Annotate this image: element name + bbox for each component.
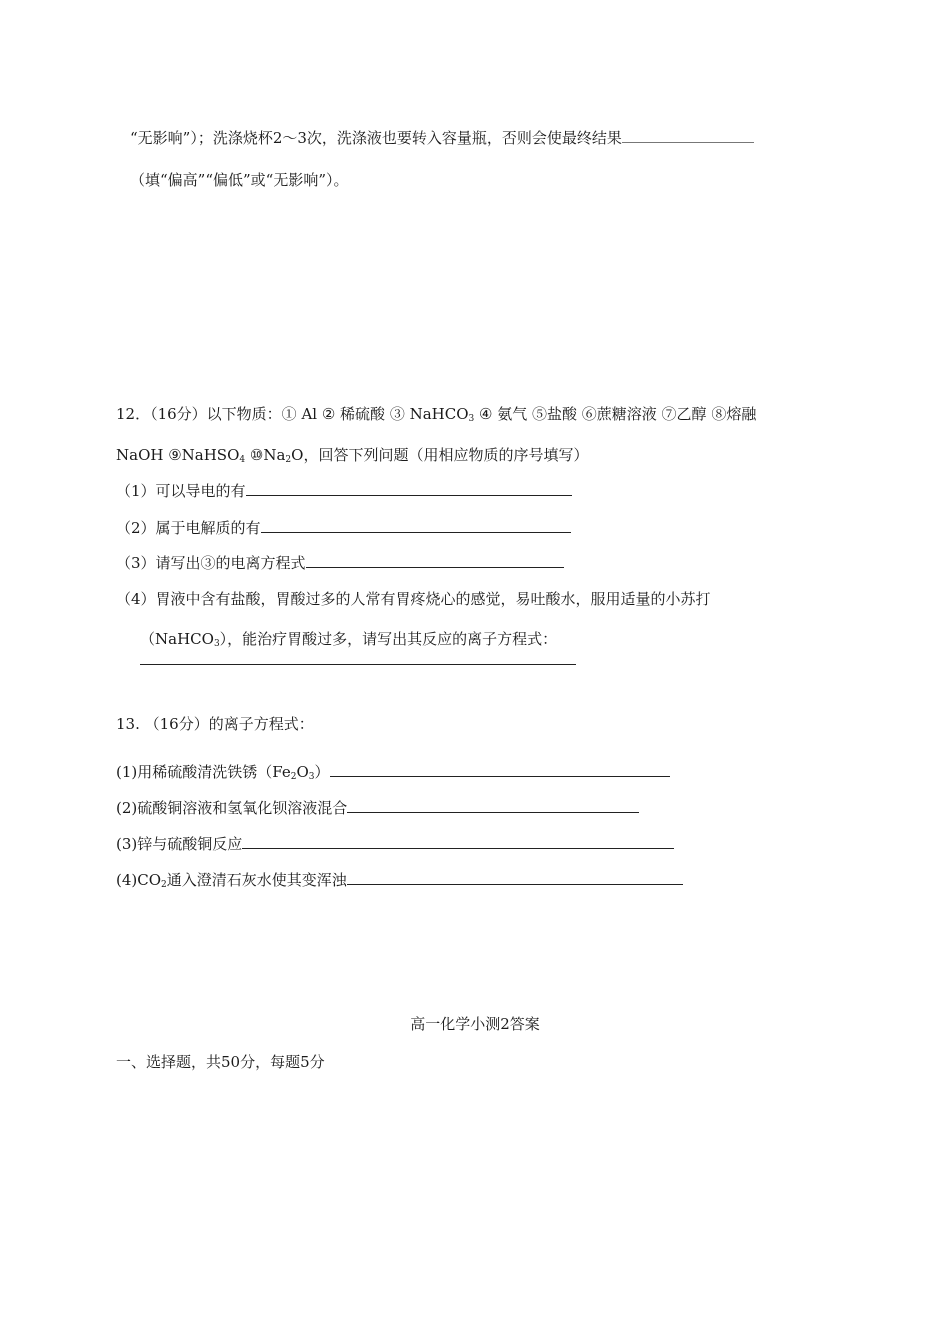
answer-blank[interactable]	[330, 762, 670, 777]
answer-blank[interactable]	[347, 870, 683, 885]
answer-blank[interactable]	[306, 553, 564, 568]
q12-line2	[116, 445, 588, 470]
q12-line1	[116, 404, 756, 429]
q12-sub1	[116, 481, 572, 501]
subscript: 2	[290, 772, 297, 782]
q12-line2-b: ⑩Na	[245, 446, 286, 464]
q12-sub3	[116, 553, 564, 573]
q11-line1	[130, 128, 754, 148]
answer-blank[interactable]	[242, 834, 674, 849]
q13-sub4-a: (4)CO	[116, 871, 162, 889]
q12-sub4-answer-line	[140, 650, 576, 670]
q11-line2: （填“偏高”“偏低”或“无影响”）。	[130, 171, 349, 189]
q12-sub3-text: （3）请写出③的电离方程式	[116, 554, 306, 572]
answer-blank[interactable]	[140, 650, 576, 665]
answer-blank[interactable]	[261, 518, 571, 533]
q13-sub1	[116, 762, 670, 787]
answers-title: 高一化学小测2答案	[410, 1015, 540, 1033]
q12-sub1-text: （1）可以导电的有	[116, 482, 246, 500]
answer-blank[interactable]	[622, 128, 754, 143]
q12-sub2-text: （2）属于电解质的有	[116, 519, 261, 537]
subscript: 3	[308, 772, 315, 782]
q11-line1-text: “无影响”）；洗涤烧杯2～3次，洗涤液也要转入容量瓶，否则会使最终结果	[130, 129, 622, 147]
subscript: 4	[239, 455, 246, 465]
q12-sub4: （4）胃液中含有盐酸，胃酸过多的人常有胃疼烧心的感觉，易吐酸水，服用适量的小苏打	[116, 590, 711, 608]
q13-sub2-text: (2)硫酸铜溶液和氢氧化钡溶液混合	[116, 799, 348, 817]
q12-sub2	[116, 518, 571, 538]
subscript: 2	[285, 455, 292, 465]
q12-sub4-cont-a: （NaHCO	[140, 630, 214, 648]
q13-sub4	[116, 870, 683, 895]
answer-blank[interactable]	[246, 481, 572, 496]
subscript: 2	[161, 880, 167, 890]
q13-sub1-b: O	[296, 763, 309, 781]
q12-line2-a: NaOH ⑨NaHSO	[116, 446, 240, 464]
q12-line1-text: 12．（16分）以下物质：① Al ② 稀硫酸 ③ NaHCO	[116, 405, 469, 423]
q13-sub2	[116, 798, 639, 818]
subscript: 3	[213, 639, 220, 649]
q12-sub4-cont-b: ），能治疗胃酸过多，请写出其反应的离子方程式：	[219, 630, 558, 648]
q13-sub3-text: (3)锌与硫酸铜反应	[116, 835, 243, 853]
answers-section1: 一、选择题，共50分，每题5分	[116, 1053, 325, 1071]
q12-line1-rest: ④ 氨气 ⑤盐酸 ⑥蔗糖溶液 ⑦乙醇 ⑧熔融	[474, 405, 757, 423]
q13-sub1-c: ）	[314, 763, 330, 781]
q12-line2-c: O，回答下列问题（用相应物质的序号填写）	[291, 446, 589, 464]
q13-title: 13. （16分）的离子方程式：	[116, 715, 314, 733]
q13-sub1-a: (1)用稀硫酸清洗铁锈（Fe	[116, 763, 291, 781]
q13-sub3	[116, 834, 674, 854]
q13-sub4-b: 通入澄清石灰水使其变浑浊	[166, 871, 347, 889]
answer-blank[interactable]	[347, 798, 639, 813]
subscript: 3	[468, 414, 475, 424]
